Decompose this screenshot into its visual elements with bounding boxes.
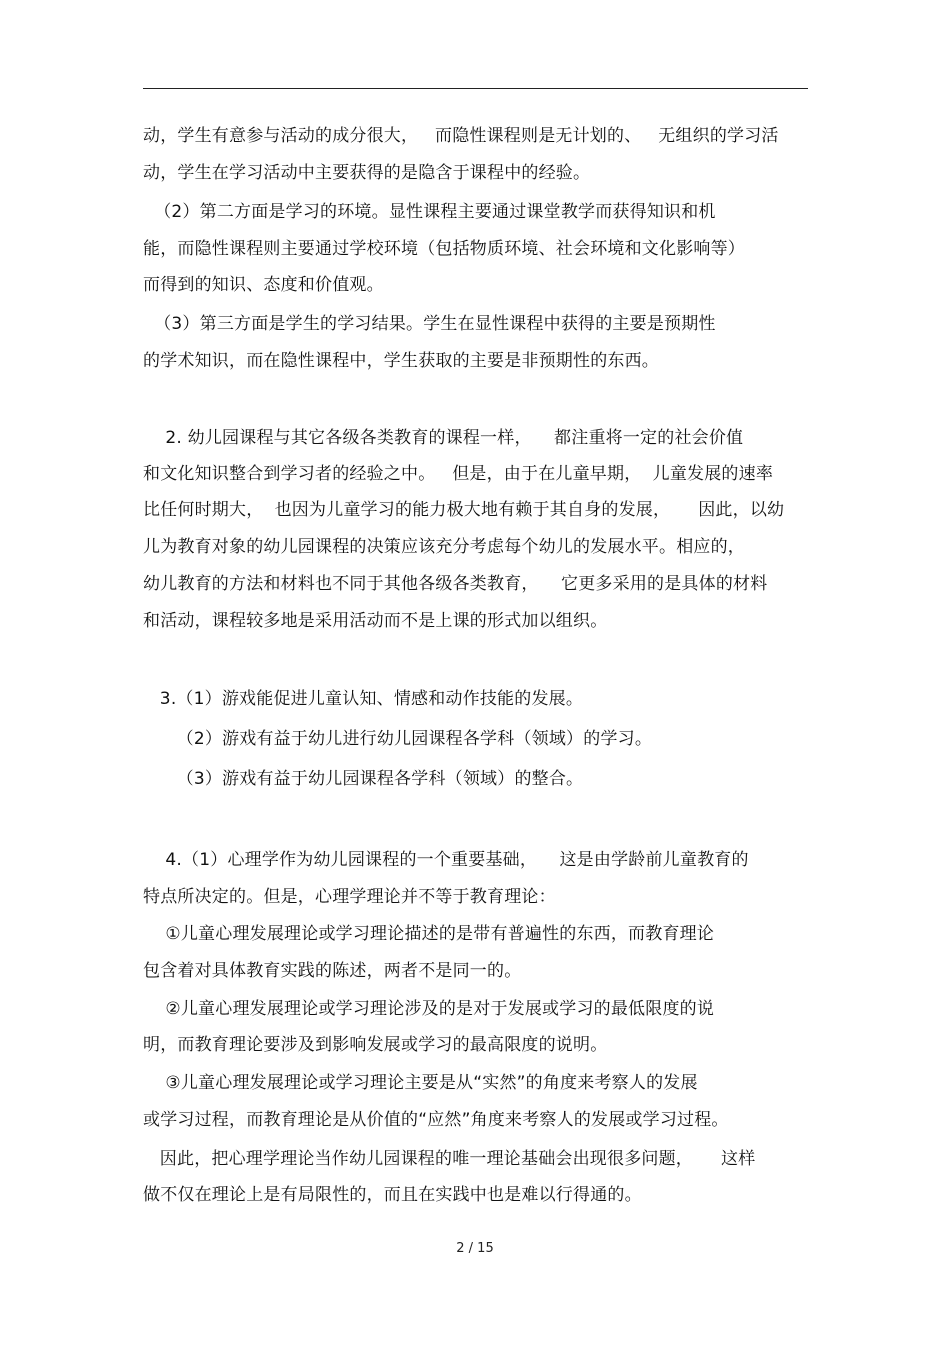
page-number: 2 / 15	[456, 1241, 494, 1256]
text-line: 特点所决定的。但是，心理学理论并不等于教育理论：	[143, 887, 556, 907]
text-line: 和文化知识整合到学习者的经验之中。 但是，由于在儿童早期， 儿童发展的速率	[143, 464, 774, 484]
text-line: 动，学生在学习活动中主要获得的是隐含于课程中的经验。	[143, 163, 591, 183]
text-line: 明，而教育理论要涉及到影响发展或学习的最高限度的说明。	[143, 1035, 608, 1055]
text-line: 4.（1）心理学作为幼儿园课程的一个重要基础， 这是由学龄前儿童教育的	[143, 850, 749, 870]
text-line: 3.（1）游戏能促进儿童认知、情感和动作技能的发展。	[143, 689, 584, 709]
text-line: 2. 幼儿园课程与其它各级各类教育的课程一样， 都注重将一定的社会价值	[143, 428, 744, 448]
text-line: （3）第三方面是学生的学习结果。学生在显性课程中获得的主要是预期性	[143, 314, 716, 334]
text-line: ③儿童心理发展理论或学习理论主要是从“实然”的角度来考察人的发展	[143, 1073, 698, 1093]
text-line: 而得到的知识、态度和价值观。	[143, 275, 384, 295]
text-line: 和活动，课程较多地是采用活动而不是上课的形式加以组织。	[143, 611, 608, 631]
text-line: （3）游戏有益于幼儿园课程各学科（领域）的整合。	[143, 769, 584, 789]
text-line: ①儿童心理发展理论或学习理论描述的是带有普遍性的东西，而教育理论	[143, 924, 715, 944]
text-line: （2）第二方面是学习的环境。显性课程主要通过课堂教学而获得知识和机	[143, 202, 716, 222]
text-line: 的学术知识，而在隐性课程中，学生获取的主要是非预期性的东西。	[143, 351, 659, 371]
text-line: 因此，把心理学理论当作幼儿园课程的唯一理论基础会出现很多问题， 这样	[143, 1149, 756, 1169]
text-line: 能，而隐性课程则主要通过学校环境（包括物质环境、社会环境和文化影响等）	[143, 239, 745, 259]
text-line: 动，学生有意参与活动的成分很大， 而隐性课程则是无计划的、 无组织的学习活	[143, 126, 779, 146]
header-rule	[143, 88, 808, 89]
text-line: 幼儿教育的方法和材料也不同于其他各级各类教育， 它更多采用的是具体的材料	[143, 574, 768, 594]
text-line: 做不仅在理论上是有局限性的，而且在实践中也是难以行得通的。	[143, 1185, 642, 1205]
text-line: 比任何时期大， 也因为儿童学习的能力极大地有赖于其自身的发展， 因此，以幼	[143, 500, 785, 520]
text-line: 或学习过程，而教育理论是从价值的“应然”角度来考察人的发展或学习过程。	[143, 1110, 729, 1130]
text-line: ②儿童心理发展理论或学习理论涉及的是对于发展或学习的最低限度的说	[143, 999, 715, 1019]
text-line: 包含着对具体教育实践的陈述，两者不是同一的。	[143, 961, 522, 981]
text-line: 儿为教育对象的幼儿园课程的决策应该充分考虑每个幼儿的发展水平。相应的，	[143, 537, 745, 557]
text-line: （2）游戏有益于幼儿进行幼儿园课程各学科（领域）的学习。	[143, 729, 653, 749]
